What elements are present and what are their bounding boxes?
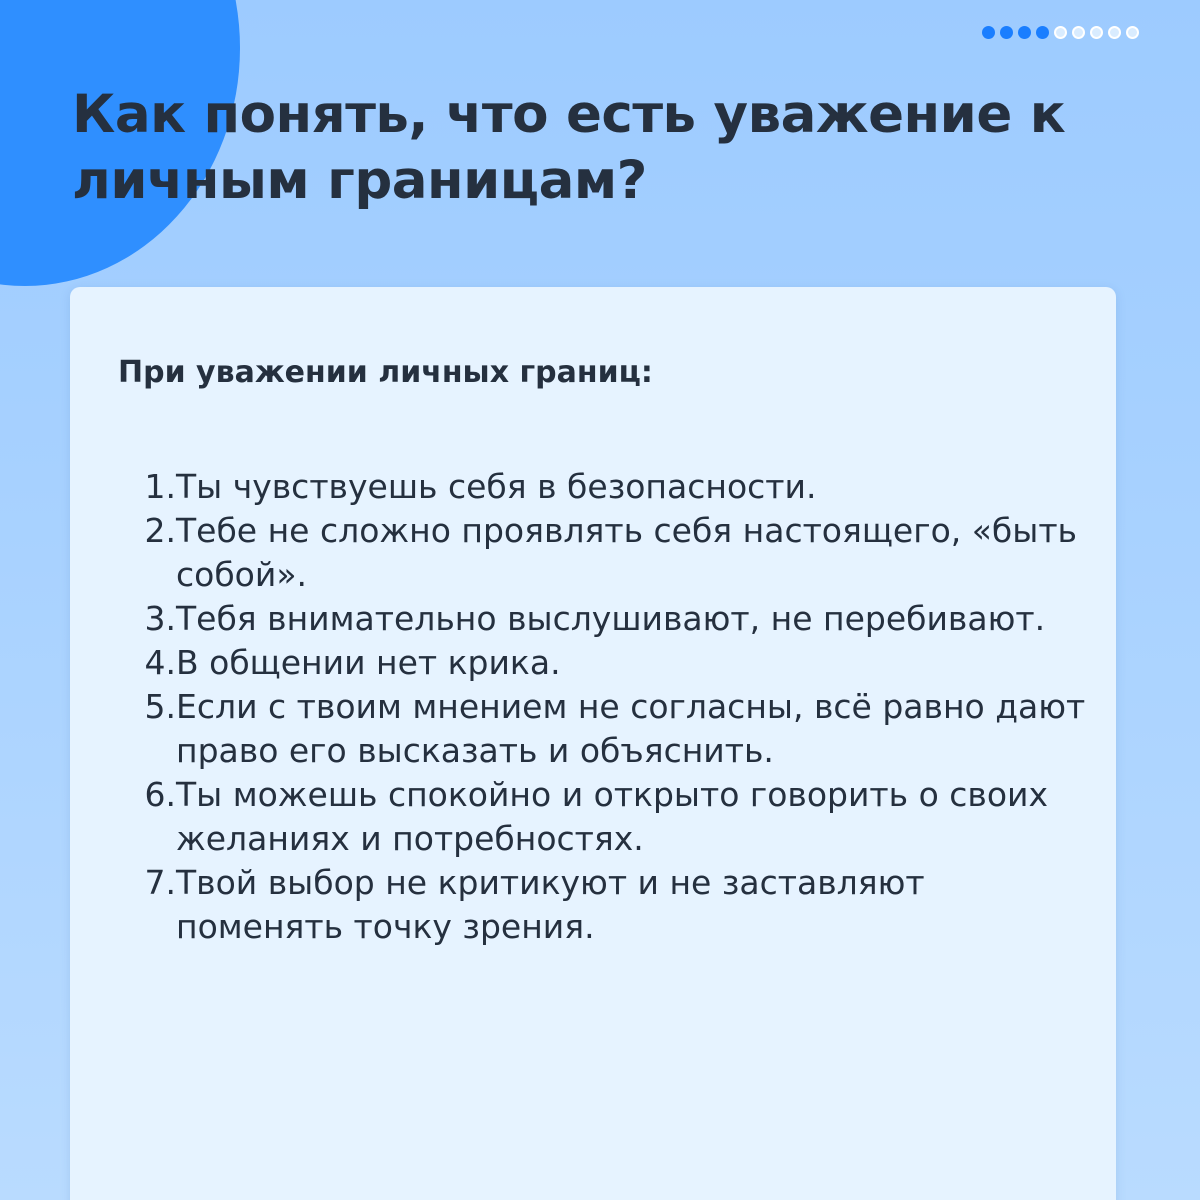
list-item-number: 7.: [144, 863, 176, 902]
list-item-text: Ты чувствуешь себя в безопасности.: [176, 467, 817, 506]
list-item: [130, 773, 1090, 861]
pagination-dot: [1090, 26, 1103, 39]
card-subtitle: При уважении личных границ:: [118, 355, 653, 390]
pagination-dot: [1054, 26, 1067, 39]
pagination-dot: [982, 26, 995, 39]
pagination-dot: [1000, 26, 1013, 39]
pagination-dot-current: [1036, 26, 1049, 39]
slide-title: Как понять, что есть уважение к личным границам?: [72, 84, 1066, 211]
pagination-dot: [1018, 26, 1031, 39]
list-item: [130, 861, 1090, 949]
list-item-text: Если с твоим мнением не согласны, всё равно дают право его высказать и объяснить.: [176, 687, 1086, 770]
list-item: [130, 465, 1090, 509]
list-item: [130, 685, 1090, 773]
list-item-text: Твой выбор не критикуют и не заставляют поменять точку зрения.: [176, 863, 925, 946]
list-item-number: 1.: [144, 467, 176, 506]
list-item: [130, 597, 1090, 641]
list-item-text: Ты можешь спокойно и открыто говорить о своих желаниях и потребностях.: [176, 775, 1049, 858]
list-item-text: Тебе не сложно проявлять себя настоящего, «быть собой».: [176, 511, 1078, 594]
list-item-number: 5.: [144, 687, 176, 726]
list-item: [130, 641, 1090, 685]
content-card: [70, 287, 1116, 1200]
list-item-number: 6.: [144, 775, 176, 814]
list-item-text: В общении нет крика.: [176, 643, 561, 682]
pagination-dots: [982, 26, 1139, 39]
list-item-number: 3.: [144, 599, 176, 638]
list-item-number: 2.: [144, 511, 176, 550]
pagination-dot: [1072, 26, 1085, 39]
list-item-number: 4.: [144, 643, 176, 682]
signs-list: [130, 465, 1090, 949]
pagination-dot: [1108, 26, 1121, 39]
pagination-dot: [1126, 26, 1139, 39]
list-item: [130, 509, 1090, 597]
list-item-text: Тебя внимательно выслушивают, не перебивают.: [176, 599, 1046, 638]
